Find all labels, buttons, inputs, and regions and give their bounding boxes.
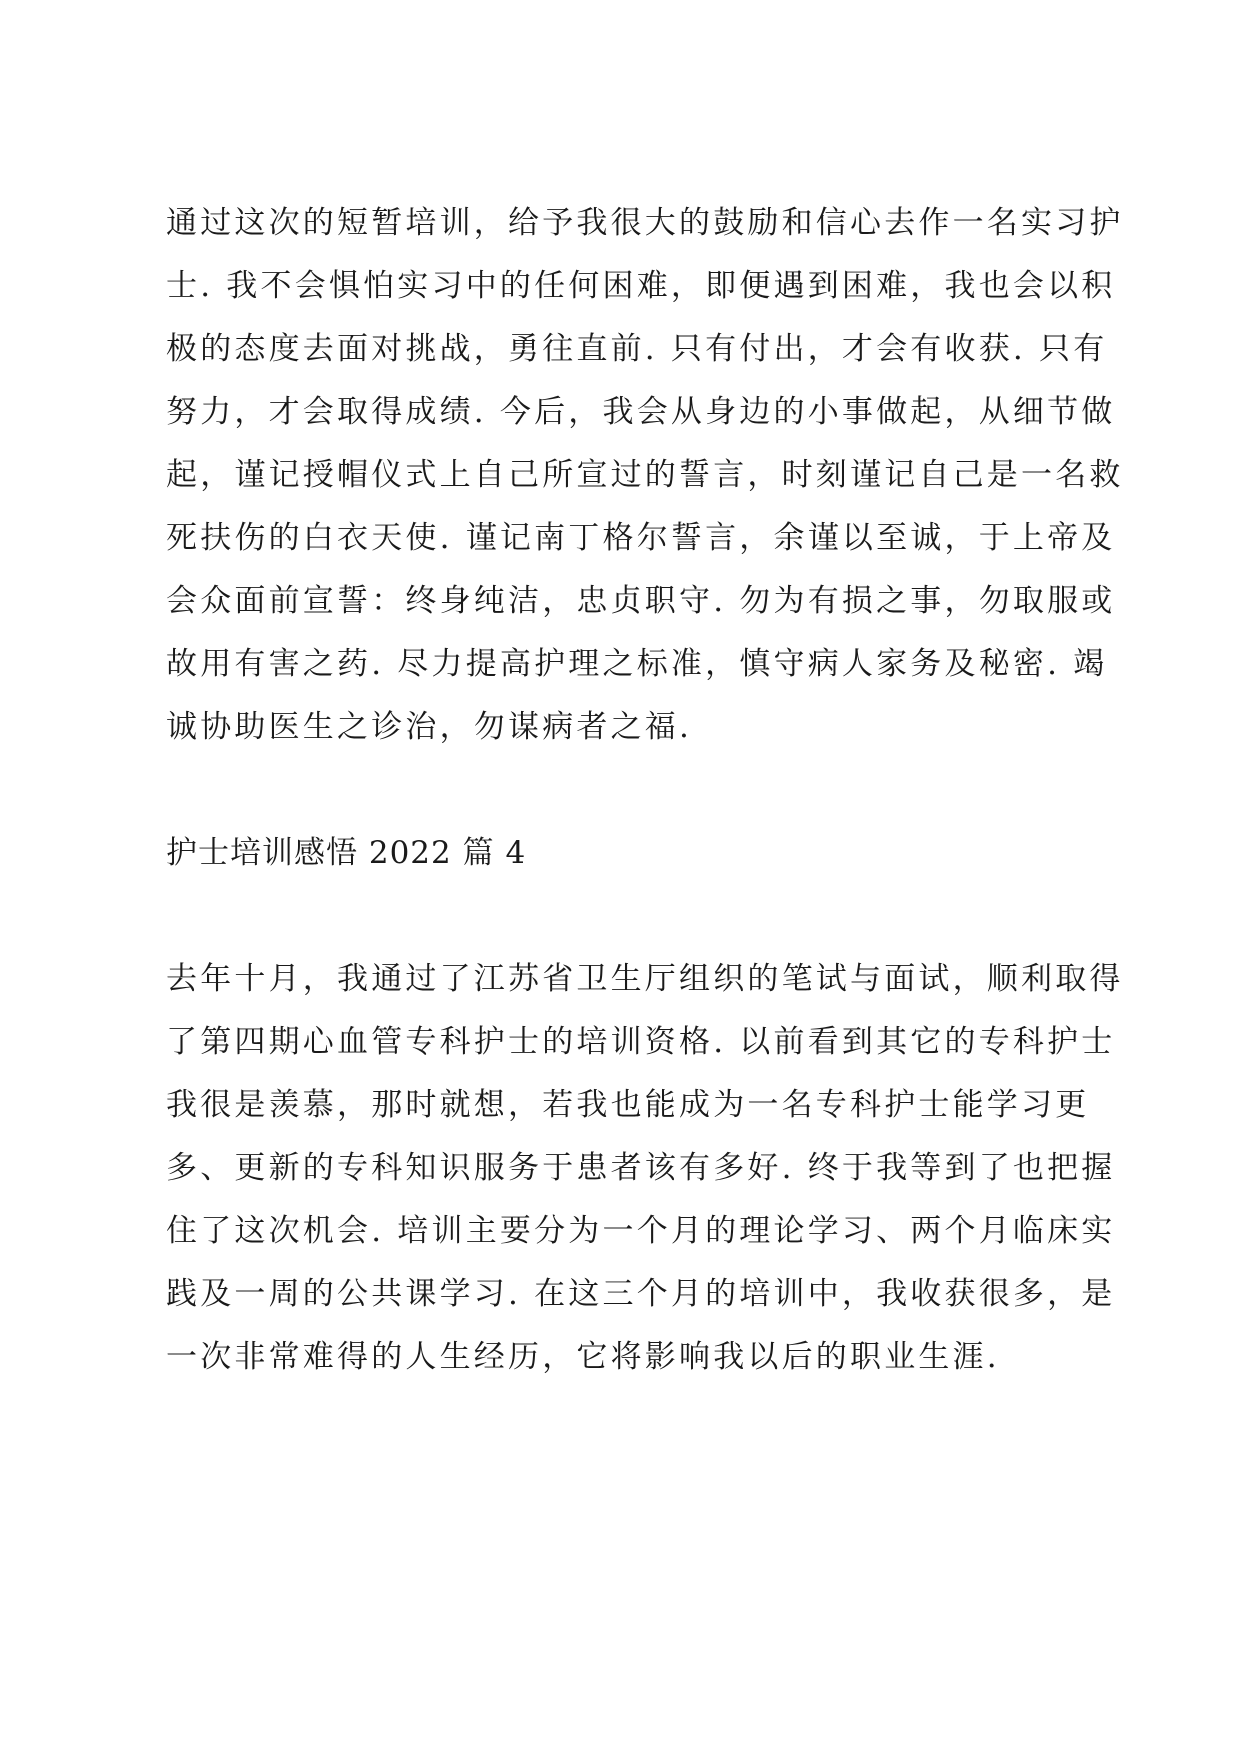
text-line: 诚协助医生之诊治，勿谋病者之福. (166, 709, 693, 745)
paragraph-spacer (166, 759, 1096, 822)
text-line: 通过这次的短暂培训，给予我很大的鼓励和信心去作一名实习护 (166, 205, 1124, 241)
text-line: 故用有害之药. 尽力提高护理之标准，慎守病人家务及秘密. 竭 (166, 646, 1108, 682)
section-heading: 护士培训感悟 2022 篇 4 (166, 835, 527, 871)
text-line: 起，谨记授帽仪式上自己所宣过的誓言，时刻谨记自己是一名救 (166, 457, 1124, 493)
text-line: 死扶伤的白衣天使. 谨记南丁格尔誓言，余谨以至诚，于上帝及 (166, 520, 1116, 556)
paragraph-2 (166, 948, 1124, 1389)
text-line: 极的态度去面对挑战，勇往直前. 只有付出，才会有收获. 只有 (166, 331, 1108, 367)
text-line: 践及一周的公共课学习. 在这三个月的培训中，我收获很多，是 (166, 1276, 1116, 1312)
text-line: 一次非常难得的人生经历，它将影响我以后的职业生涯. (166, 1339, 1000, 1375)
text-line: 努力，才会取得成绩. 今后，我会从身边的小事做起，从细节做 (166, 394, 1116, 430)
text-line: 士. 我不会惧怕实习中的任何困难，即便遇到困难，我也会以积 (166, 268, 1116, 304)
text-line: 了第四期心血管专科护士的培训资格. 以前看到其它的专科护士 (166, 1024, 1116, 1060)
text-line: 住了这次机会. 培训主要分为一个月的理论学习、两个月临床实 (166, 1213, 1116, 1249)
text-line: 多、更新的专科知识服务于患者该有多好. 终于我等到了也把握 (166, 1150, 1116, 1186)
paragraph-spacer (166, 885, 1096, 948)
text-line: 会众面前宣誓：终身纯洁，忠贞职守. 勿为有损之事，勿取服或 (166, 583, 1116, 619)
text-line: 去年十月，我通过了江苏省卫生厅组织的笔试与面试，顺利取得 (166, 961, 1124, 997)
paragraph-1 (166, 192, 1124, 759)
text-line: 我很是羡慕，那时就想，若我也能成为一名专科护士能学习更 (166, 1087, 1090, 1123)
document-body (166, 192, 1124, 1389)
